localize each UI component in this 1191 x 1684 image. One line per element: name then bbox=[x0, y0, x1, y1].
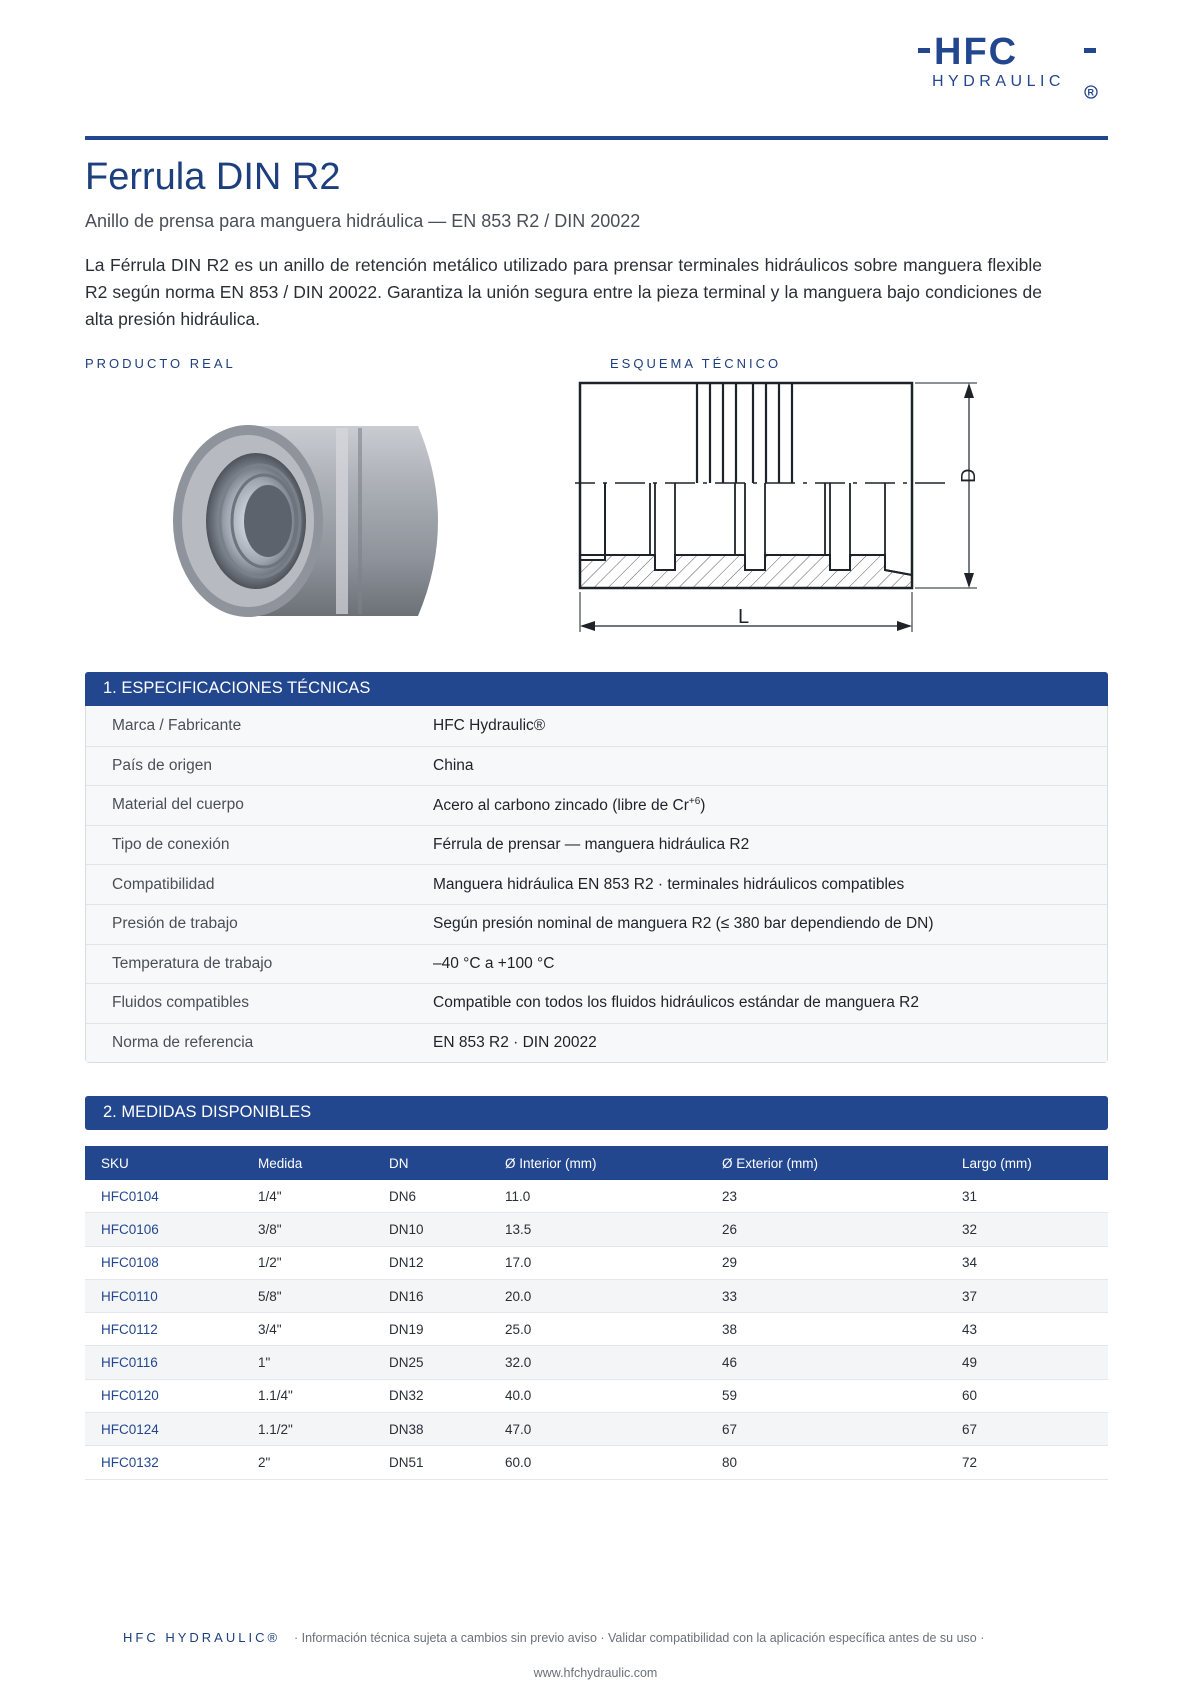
spec-row bbox=[86, 983, 1107, 1023]
svg-text:R: R bbox=[1087, 87, 1094, 98]
hfc-hydraulic-logo bbox=[918, 34, 1098, 104]
technical-schema bbox=[575, 380, 1025, 665]
table-cell: 46 bbox=[722, 1355, 738, 1371]
table-cell: 1/2" bbox=[258, 1255, 282, 1271]
table-cell: 49 bbox=[962, 1355, 978, 1371]
spec-value: HFC Hydraulic® bbox=[433, 716, 546, 734]
column-header: Medida bbox=[258, 1155, 303, 1171]
spec-row bbox=[86, 825, 1107, 865]
table-cell: 1" bbox=[258, 1355, 271, 1371]
spec-value: –40 °C a +100 °C bbox=[433, 954, 555, 972]
table-cell: 23 bbox=[722, 1188, 738, 1204]
table-cell: 5/8" bbox=[258, 1288, 282, 1304]
table-row bbox=[85, 1446, 1108, 1479]
table-cell: 17.0 bbox=[505, 1255, 532, 1271]
table-cell: 80 bbox=[722, 1455, 738, 1471]
spec-value: EN 853 R2 · DIN 20022 bbox=[433, 1034, 597, 1052]
dimension-d-label: D bbox=[958, 468, 980, 483]
page-subtitle: Anillo de prensa para manguera hidráulica — EN 853 R2 / DIN 20022 bbox=[85, 211, 641, 231]
table-cell: 67 bbox=[962, 1421, 978, 1437]
column-header: Largo (mm) bbox=[962, 1155, 1032, 1171]
table-cell: 33 bbox=[722, 1288, 738, 1304]
spec-row bbox=[86, 904, 1107, 944]
footer-url[interactable]: www.hfchydraulic.com bbox=[533, 1666, 658, 1680]
spec-label: País de origen bbox=[112, 756, 212, 774]
sizes-heading: 2. MEDIDAS DISPONIBLES bbox=[85, 1096, 1108, 1130]
spec-value-suffix: ) bbox=[700, 797, 706, 815]
spec-label: Norma de referencia bbox=[112, 1034, 254, 1052]
table-cell: 11.0 bbox=[505, 1188, 531, 1204]
footer-note: · Información técnica sujeta a cambios sin previo aviso · Validar compatibilidad con la aplicación específica antes de su uso · bbox=[294, 1631, 985, 1645]
column-header: DN bbox=[389, 1155, 409, 1171]
spec-value-text: Acero al carbono zincado (libre de Cr bbox=[433, 797, 689, 815]
spec-value: Compatible con todos los fluidos hidráulicos estándar de manguera R2 bbox=[433, 994, 919, 1012]
spec-label: Temperatura de trabajo bbox=[112, 954, 273, 972]
sizes-table-body bbox=[85, 1180, 1108, 1480]
table-cell: 25.0 bbox=[505, 1321, 532, 1337]
spec-row bbox=[86, 746, 1107, 786]
spec-value-material bbox=[433, 796, 705, 815]
sku-cell: HFC0120 bbox=[101, 1388, 159, 1404]
table-cell: 1/4" bbox=[258, 1188, 282, 1204]
spec-value: Férrula de prensar — manguera hidráulica R2 bbox=[433, 836, 750, 854]
table-cell: 32.0 bbox=[505, 1355, 532, 1371]
table-cell: 43 bbox=[962, 1321, 978, 1337]
table-row bbox=[85, 1380, 1108, 1413]
spec-label: Compatibilidad bbox=[112, 875, 215, 893]
product-photo bbox=[168, 408, 460, 634]
table-row bbox=[85, 1247, 1108, 1280]
table-cell: 37 bbox=[962, 1288, 978, 1304]
column-header: Ø Interior (mm) bbox=[505, 1155, 597, 1171]
spec-value: China bbox=[433, 756, 474, 774]
table-row bbox=[85, 1346, 1108, 1379]
dimension-l-label: L bbox=[738, 606, 750, 628]
sizes-table-header bbox=[85, 1146, 1108, 1180]
table-cell: 3/4" bbox=[258, 1321, 282, 1337]
table-cell: 38 bbox=[722, 1321, 738, 1337]
table-cell: DN12 bbox=[389, 1255, 424, 1271]
spec-label: Presión de trabajo bbox=[112, 915, 238, 933]
table-cell: 60 bbox=[962, 1388, 978, 1404]
intro-paragraph: La Férrula DIN R2 es un anillo de retención metálico utilizado para prensar terminales hidráulicos sobre manguera flexible R2 según norma EN 853 / DIN 20022. Garantiza la unión segura entre la pieza terminal y la manguera bajo condiciones de alta presión hidráulica. bbox=[85, 255, 1042, 329]
table-cell: DN38 bbox=[389, 1421, 424, 1437]
table-row bbox=[85, 1213, 1108, 1246]
table-cell: 26 bbox=[722, 1221, 738, 1237]
spec-label: Tipo de conexión bbox=[112, 836, 230, 854]
table-cell: 32 bbox=[962, 1221, 978, 1237]
table-cell: 60.0 bbox=[505, 1455, 532, 1471]
footer-brand: HFC HYDRAULIC® bbox=[123, 1630, 281, 1645]
page-title: Ferrula DIN R2 bbox=[85, 156, 341, 198]
table-cell: DN51 bbox=[389, 1455, 424, 1471]
schema-caption: ESQUEMA TÉCNICO bbox=[610, 356, 782, 371]
spec-label: Fluidos compatibles bbox=[112, 994, 249, 1012]
specs-table bbox=[85, 706, 1108, 1063]
table-row bbox=[85, 1180, 1108, 1213]
table-row bbox=[85, 1413, 1108, 1446]
sku-cell: HFC0132 bbox=[101, 1455, 159, 1471]
logo-sub-text: HYDRAULIC bbox=[932, 73, 1065, 90]
sku-cell: HFC0108 bbox=[101, 1255, 159, 1271]
sku-cell: HFC0112 bbox=[101, 1321, 158, 1337]
spec-row bbox=[86, 706, 1107, 746]
table-cell: 29 bbox=[722, 1255, 738, 1271]
spec-row bbox=[86, 864, 1107, 904]
table-cell: 31 bbox=[962, 1188, 978, 1204]
table-cell: 40.0 bbox=[505, 1388, 532, 1404]
column-header: Ø Exterior (mm) bbox=[722, 1155, 818, 1171]
table-cell: 2" bbox=[258, 1455, 271, 1471]
spec-value: Manguera hidráulica EN 853 R2 · terminales hidráulicos compatibles bbox=[433, 875, 905, 893]
table-cell: DN16 bbox=[389, 1288, 424, 1304]
table-cell: 59 bbox=[722, 1388, 738, 1404]
specs-heading: 1. ESPECIFICACIONES TÉCNICAS bbox=[85, 672, 1108, 706]
table-cell: 1.1/4" bbox=[258, 1388, 293, 1404]
table-cell: DN19 bbox=[389, 1321, 424, 1337]
column-header: SKU bbox=[101, 1155, 129, 1171]
table-row bbox=[85, 1313, 1108, 1346]
table-cell: 34 bbox=[962, 1255, 978, 1271]
table-cell: DN32 bbox=[389, 1388, 424, 1404]
sku-cell: HFC0116 bbox=[101, 1355, 158, 1371]
sku-cell: HFC0110 bbox=[101, 1288, 158, 1304]
spec-value: Según presión nominal de manguera R2 (≤ 380 bar dependiendo de DN) bbox=[433, 915, 934, 933]
photo-caption: PRODUCTO REAL bbox=[85, 356, 236, 371]
sku-cell: HFC0106 bbox=[101, 1221, 159, 1237]
sizes-table bbox=[85, 1146, 1108, 1480]
table-cell: 67 bbox=[722, 1421, 738, 1437]
sku-cell: HFC0124 bbox=[101, 1421, 159, 1437]
table-cell: 13.5 bbox=[505, 1221, 532, 1237]
table-cell: 47.0 bbox=[505, 1421, 532, 1437]
table-cell: 1.1/2" bbox=[258, 1421, 293, 1437]
spec-row bbox=[86, 785, 1107, 825]
spec-label: Marca / Fabricante bbox=[112, 716, 242, 734]
spec-label: Material del cuerpo bbox=[112, 796, 244, 814]
spec-row bbox=[86, 1023, 1107, 1063]
table-row bbox=[85, 1280, 1108, 1313]
table-cell: 3/8" bbox=[258, 1221, 282, 1237]
table-cell: DN25 bbox=[389, 1355, 424, 1371]
table-cell: DN10 bbox=[389, 1221, 424, 1237]
logo-main-text: HFC bbox=[934, 34, 1019, 73]
spec-row bbox=[86, 944, 1107, 984]
spec-value-superscript: +6 bbox=[688, 795, 701, 807]
sku-cell: HFC0104 bbox=[101, 1188, 159, 1204]
table-cell: 72 bbox=[962, 1455, 978, 1471]
table-cell: 20.0 bbox=[505, 1288, 532, 1304]
table-cell: DN6 bbox=[389, 1188, 417, 1204]
header-rule bbox=[85, 136, 1108, 140]
